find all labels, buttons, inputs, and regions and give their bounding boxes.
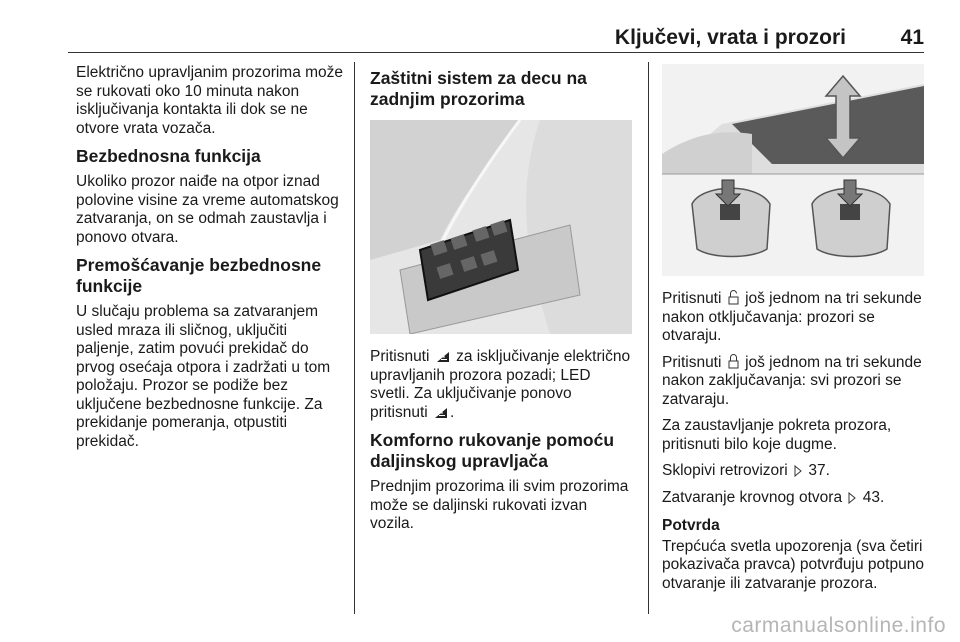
- door-switch-panel-illustration: [370, 120, 632, 334]
- lock-icon: [728, 354, 739, 369]
- child-lock-paragraph: Pritisnuti za isključivanje električno upravljanih prozora pozadi; LED svetli. Za uključivanje ponovo pritisnuti .: [370, 348, 631, 421]
- remote-heading: Komforno rukovanje pomoću daljinskog upravljača: [370, 430, 615, 471]
- confirm-paragraph: Trepćuća svetla upozorenja (sva četiri pokazivača pravca) potvrđuju potpuno otvaranje ili zatvaranje prozora.: [662, 537, 924, 592]
- unlock-icon: [728, 290, 739, 305]
- safety-paragraph: Ukoliko prozor naiđe na otpor iznad polovine visine za vreme automatskog zatvaranja, on se odmah zaustavlja i ponovo otvara.: [76, 173, 339, 246]
- override-paragraph: U slučaju problema sa zatvaranjem usled mraza ili sličnog, uključiti paljenje, zatim povući prekidač do prvog osećaja otpora i zadržati u tom položaju. Prozor se podiže bez uključene bezbednosne funkcije. Za prekidanje pomeranja, otpustiti prekidač.: [76, 303, 331, 450]
- stop-paragraph: Za zaustavljanje pokreta prozora, pritisnuti bilo koje dugme.: [662, 417, 892, 453]
- watermark: carmanualsonline.info: [731, 614, 946, 637]
- roof-reference: Zatvaranje krovnog otvora 43.: [662, 488, 885, 506]
- column-3: [662, 64, 924, 601]
- window-remote-illustration: [662, 64, 924, 276]
- column-1: [76, 64, 344, 459]
- page-number: 41: [900, 26, 924, 49]
- mirror-reference: Sklopivi retrovizori 37.: [662, 462, 830, 479]
- page-header: [68, 24, 924, 53]
- safety-heading: Bezbednosna funkcija: [76, 146, 261, 166]
- intro-paragraph: Električno upravljanim prozorima može se rukovati oko 10 minuta nakon isključivanja kontakta ili dok se ne otvore vrata vozača.: [76, 64, 344, 137]
- page-reference-icon: [794, 465, 802, 477]
- close-paragraph: Pritisnuti još jednom na tri sekunde nakon zaključavanja: svi prozori se zatvaraju.: [662, 353, 922, 408]
- child-lock-heading: Zaštitni sistem za decu na zadnjim prozorima: [370, 68, 587, 109]
- column-divider: [354, 62, 355, 614]
- override-heading: Premošćavanje bezbednosne funkcije: [76, 255, 322, 296]
- page-reference-icon: [848, 492, 856, 504]
- confirm-heading: Potvrda: [662, 517, 720, 534]
- child-lock-icon: [434, 407, 448, 419]
- column-2: [370, 64, 632, 542]
- section-title: Ključevi, vrata i prozori: [614, 26, 846, 49]
- column-divider: [648, 62, 649, 614]
- child-lock-icon: [436, 351, 450, 363]
- remote-paragraph: Prednjim prozorima ili svim prozorima može se daljinski rukovati izvan vozila.: [370, 478, 629, 532]
- open-paragraph: Pritisnuti još jednom na tri sekunde nakon otključavanja: prozori se otvaraju.: [662, 290, 922, 344]
